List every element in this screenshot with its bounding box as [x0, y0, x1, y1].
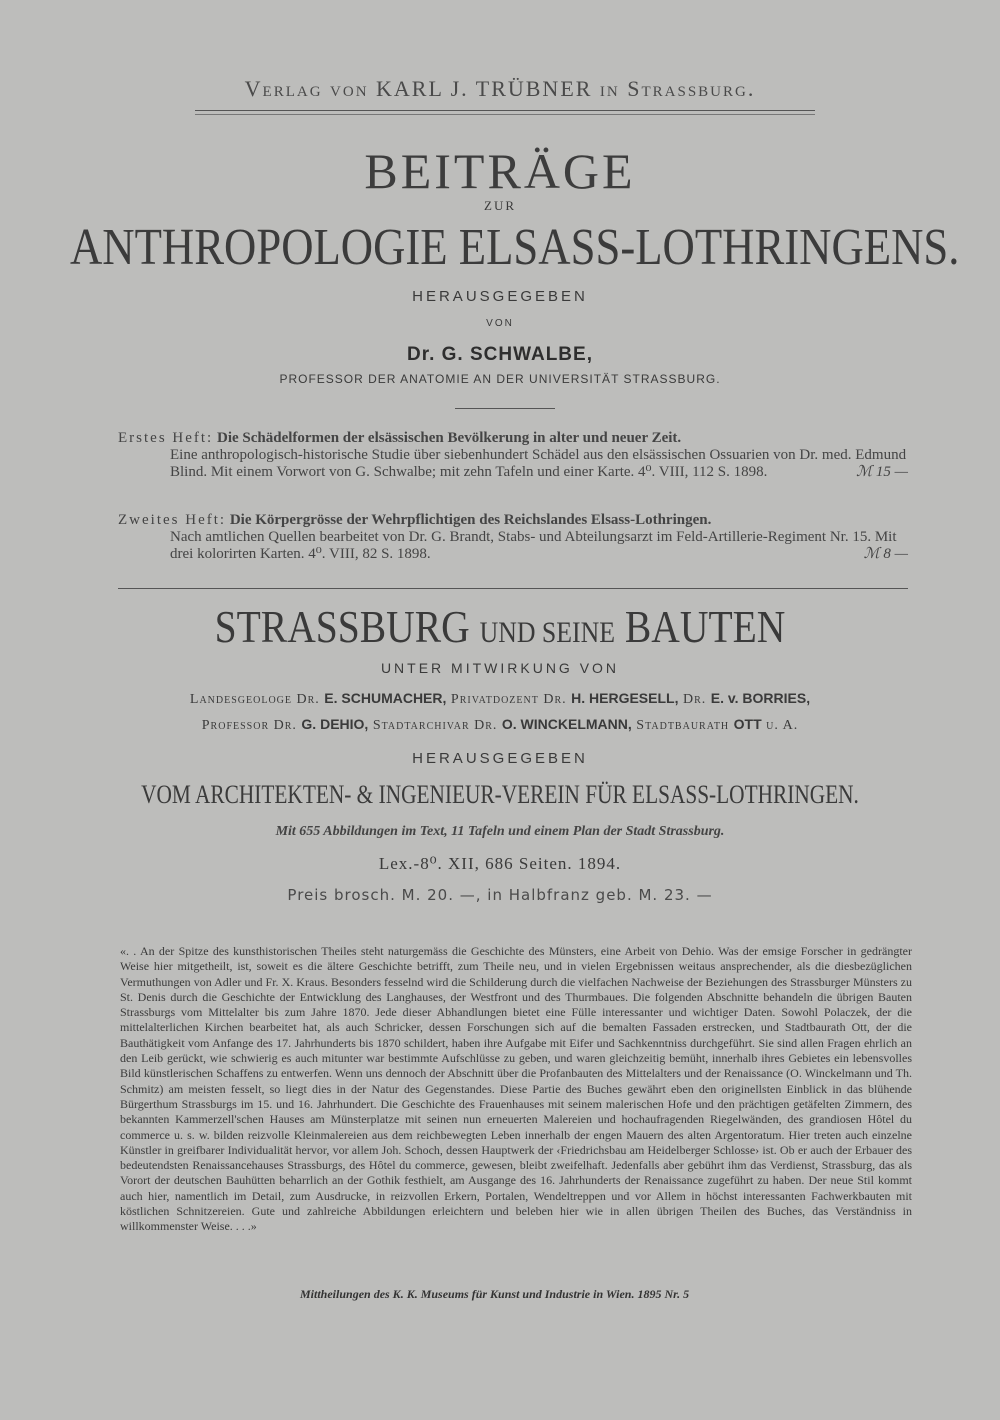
contributor-name: E. SCHUMACHER, — [324, 690, 447, 706]
publisher-line: Verlag von KARL J. TRÜBNER in Strassburg. — [244, 76, 756, 101]
review-text: «. . An der Spitze des kunsthistorischen Theiles steht naturgemäss die Geschichte des Münsters, eine Arbeit von Dehio. Was der emsige Forscher in gedrängter Weise hier mitgetheilt, ist, soweit es die ältere Geschichte betrifft, zum Theile neu, und in vielen Ergebnissen weitaus ansprechender, als die diesbezüglichen Vermuthungen von Adler und Fr. X. Kraus. Besonders fesselnd wird die Schilderung durch die vielfachen Nachweise der Beziehungen des Strassburger Münsters zu St. Denis durch die Geschichte der Entwicklung des Langhauses, der Westfront und des Thurmbaues. Die folgenden Abschnitte behandeln die übrigen Bauten Strassburgs vom Mittelalter bis zum Jahre 1870. Jede dieser Abhandlungen bietet eine Fülle interessanter und wichtiger Daten. Sowohl Polaczek, der die mittelalterlichen Kirchen bearbeitet hat, als auch Schricker, dessen Forschungen sich auf die bemalten Fassaden erstrecken, und Stadtbaurath Ott, der die Bauthätigkeit vom Anfange des 17. Jahrhunderts bis 1870 schildert, haben ihre Aufgabe mit Eifer und Sachkenntniss durchgeführt. Sie sind allen Fragen ehrlich an den Leib gerückt, wie schwierig es auch mitunter war bestimmte Aufschlüsse zu geben, und waren gleichzeitig bemüht, innerhalb ihres Gebietes ein lebensvolles Bild künstlerischen Schaffens zu entwerfen. Wenn uns dennoch der Abschnitt über die Profanbauten des Mittelalters und der Renaissance (O. Winckelmann und Th. Schmitz) am meisten fesselt, so liegt dies in der Natur des Gegenstandes. Diese Partie des Buches gewährt eben den originellsten Einblick in das blühende Bürgerthum Strassburgs im 15. und 16. Jahrhundert. Die Geschichte des Frauenhauses mit seinem malerischen Hofe und den prächtigen getäfelten Zimmern, des bekannten Kammerzell'schen Hauses am Münsterplatze mit seinen nun erneuerten Malereien und hochaufragenden Riegelwänden, des grandiosen Hôtel du commerce u. s. w. bilden reizvolle Kleinmalereien aus dem reichbewegten Leben innerhalb der engen Mauern des alten Argentoratum. Hier treten auch einzelne Künstler in greifbarer Individualität hervor, vor allem Joh. Schoch, dessen Hauptwerk der ‹Friedrichsbau am Heidelberger Schlosse› ist. Ob er auch der Erbauer des bedeutendsten Renaissancehauses Strassburgs, des Hôtel du commerce, gewesen, bleibt zweifelhaft. Jedenfalls aber gebührt ihm das Verdienst, Strassburg, das als Vorort der deutschen Bauhütten beharrlich an der Gothik festhielt, am Ausgange des 16. Jahrhunderts der Renaissance zugeführt zu haben. Der neue Stil kommt auch hier, namentlich im Detail, zum Ausdrucke, in reizvollen Erkern, Portalen, Wendeltreppen und vor Allem in höchst interessanten Fachwerkbauten mit köstlichen Schnitzereien. Gute und zahlreiche Abbildungen erleichtern und beleben hier wie in allen übrigen Theilen des Buches, das Verständniss in willkommenster Weise. . . .» — [120, 944, 912, 1234]
entry-label: Erstes Heft: — [118, 430, 214, 446]
contributor-role: Stadtarchivar Dr. — [372, 718, 498, 733]
book1-editor: Dr. G. SCHWALBE, — [407, 344, 593, 365]
contributor-name: E. v. BORRIES, — [710, 690, 811, 706]
book1-subtitle: ANTHROPOLOGIE ELSASS-LOTHRINGENS. — [70, 219, 960, 276]
book1-editor-title: PROFESSOR DER ANATOMIE AN DER UNIVERSITÄT STRASSBURG. — [279, 372, 721, 386]
contributors-line-1 — [0, 690, 1000, 708]
contributor-name: G. DEHIO, — [301, 716, 369, 732]
book1-herausgegeben: HERAUSGEGEBEN — [412, 288, 588, 305]
book2-herausgegeben: HERAUSGEGEBEN — [412, 750, 588, 767]
entry-description: Eine anthropologisch-historische Studie über siebenhundert Schädel aus den elsässischen Ossuarien von Dr. med. Edmund Blind. Mit einem Vorwort von G. Schwalbe; mit zehn Tafeln und einer Karte. 4⁰. VIII, 112 S. 1898. — [170, 447, 907, 480]
book2-abbildungen: Mit 655 Abbildungen im Text, 11 Tafeln und einem Plan der Stadt Strassburg. — [275, 824, 725, 839]
book2-format: Lex.-8⁰. XII, 686 Seiten. 1894. — [378, 854, 622, 873]
book2-title-part1: STRASSBURG — [214, 601, 470, 652]
contributor-role: Stadtbaurath — [636, 718, 730, 733]
contributor-role: Professor Dr. — [201, 718, 297, 733]
book2-title — [70, 600, 930, 653]
entry-description: Nach amtlichen Quellen bearbeitet von Dr. G. Brandt, Stabs- und Abteilungsarzt im Feld-Artillerie-Regiment Nr. 15. Mit drei kolorirten Karten. 4⁰. VIII, 82 S. 1898. — [170, 529, 897, 562]
entry-heft-2 — [118, 512, 908, 563]
contributor-name: OTT — [733, 716, 762, 732]
contributor-role: u. A. — [766, 718, 799, 733]
book1-zur: ZUR — [484, 198, 516, 213]
entry-price: ℳ 8 — — [863, 546, 908, 562]
book2-title-part3: BAUTEN — [624, 601, 786, 652]
contributors-line-2 — [0, 716, 1000, 734]
contributor-role: Landesgeologe Dr. — [189, 692, 320, 707]
entry-title: Die Schädelformen der elsässischen Bevölkerung in alter und neuer Zeit. — [216, 430, 682, 446]
entry-label: Zweites Heft: — [118, 512, 227, 528]
entry-heft-1 — [118, 430, 908, 481]
entry-price: ℳ 15 — — [856, 464, 908, 480]
entry-title: Die Körpergrösse der Wehrpflichtigen des Reichslandes Elsass-Lothringen. — [229, 512, 712, 528]
book2-price: Preis brosch. M. 20. —, in Halbfranz geb. M. 23. — — [287, 886, 713, 904]
contributor-role: Privatdozent Dr. — [450, 692, 567, 707]
top-rule — [195, 110, 815, 111]
book1-von: VON — [486, 318, 514, 329]
review-source: Mittheilungen des K. K. Museums für Kunst und Industrie in Wien. 1895 Nr. 5 — [300, 1287, 690, 1301]
contributor-name: H. HERGESELL, — [571, 690, 679, 706]
top-rule-2 — [195, 114, 815, 115]
book2-unter: UNTER MITWIRKUNG VON — [380, 660, 620, 676]
book1-title: BEITRÄGE — [364, 143, 636, 199]
contributor-name: O. WINCKELMANN, — [501, 716, 632, 732]
book2-verein: VOM ARCHITEKTEN- & INGENIEUR-VEREIN FÜR ELSASS-LOTHRINGEN. — [141, 780, 859, 809]
contributor-role: Dr. — [682, 692, 707, 707]
section-rule — [118, 588, 908, 589]
short-rule — [455, 408, 555, 409]
book2-title-part2: UND SEINE — [479, 616, 616, 649]
